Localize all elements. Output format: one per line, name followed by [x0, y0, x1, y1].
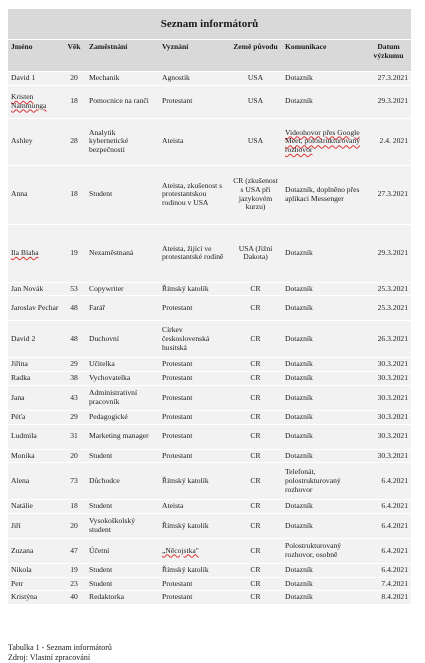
cell-country: CR — [229, 539, 282, 564]
informants-table-wrapper — [8, 8, 411, 605]
cell-communication — [282, 118, 366, 165]
cell-job: Analytik kybernetické bezpečnosti — [86, 118, 159, 165]
cell-name: Natálie — [8, 500, 62, 514]
cell-date: 27.3.2021 — [366, 72, 411, 86]
cell-country: CR — [229, 358, 282, 372]
table-row — [8, 424, 411, 449]
cell-date: 2.4. 2021 — [366, 118, 411, 165]
cell-communication: Dotazník — [282, 85, 366, 118]
cell-job: Marketing manager — [86, 424, 159, 449]
cell-date: 30.3.2021 — [366, 372, 411, 386]
cell-age: 43 — [62, 385, 86, 410]
cell-date: 30.3.2021 — [366, 424, 411, 449]
table-caption: Tabulka 1 - Seznam informátorů — [8, 643, 112, 652]
cell-communication: Dotazník — [282, 410, 366, 424]
cell-communication: Dotazník — [282, 385, 366, 410]
cell-job: Učitelka — [86, 358, 159, 372]
cell-date: 29.3.2021 — [366, 224, 411, 282]
cell-communication: Telefonát, polostrukturovaný rozhovor — [282, 463, 366, 500]
cell-communication: Dotazník — [282, 224, 366, 282]
cell-country: USA — [229, 118, 282, 165]
cell-country: CR — [229, 514, 282, 539]
header-communication: Komunikace — [282, 40, 366, 72]
cell-job: Administrativní pracovník — [86, 385, 159, 410]
spellcheck-mark: Videohovor přes Google Meet, polostrukturovaný rozhovor — [285, 127, 361, 155]
cell-job: Mechanik — [86, 72, 159, 86]
cell-date: 27.3.2021 — [366, 165, 411, 224]
cell-age: 29 — [62, 410, 86, 424]
cell-name: Kristýna — [8, 591, 62, 605]
spellcheck-mark: Ila Blaha — [11, 247, 39, 257]
cell-country: CR — [229, 463, 282, 500]
cell-job: Vysokoškolský student — [86, 514, 159, 539]
cell-name — [8, 85, 62, 118]
informants-table — [8, 8, 411, 605]
cell-communication: Dotazník — [282, 282, 366, 296]
table-row — [8, 165, 411, 224]
table-row — [8, 85, 411, 118]
cell-age: 23 — [62, 577, 86, 591]
cell-age: 28 — [62, 118, 86, 165]
table-row — [8, 564, 411, 578]
cell-date: 25.3.2021 — [366, 282, 411, 296]
cell-job: Student — [86, 577, 159, 591]
header-job: Zaměstnání — [86, 40, 159, 72]
cell-age: 20 — [62, 72, 86, 86]
cell-date: 6.4.2021 — [366, 564, 411, 578]
cell-name: Ashley — [8, 118, 62, 165]
cell-age: 20 — [62, 514, 86, 539]
cell-faith: Protestant — [159, 358, 229, 372]
header-name: Jméno — [8, 40, 62, 72]
cell-name: David 1 — [8, 72, 62, 86]
cell-date: 30.3.2021 — [366, 358, 411, 372]
cell-job: Nezaměstnaná — [86, 224, 159, 282]
cell-name: Alena — [8, 463, 62, 500]
header-country: Země původu — [229, 40, 282, 72]
cell-job: Student — [86, 564, 159, 578]
spellcheck-mark: „Něcojstka" — [162, 545, 199, 555]
cell-date: 30.3.2021 — [366, 385, 411, 410]
cell-communication: Dotazník — [282, 564, 366, 578]
cell-faith: Protestant — [159, 296, 229, 321]
cell-country: USA — [229, 85, 282, 118]
cell-country: CR — [229, 410, 282, 424]
cell-age: 29 — [62, 358, 86, 372]
cell-country: CR — [229, 282, 282, 296]
cell-date: 30.3.2021 — [366, 410, 411, 424]
cell-age: 73 — [62, 463, 86, 500]
cell-faith: Ateista — [159, 500, 229, 514]
table-row — [8, 449, 411, 463]
table-row — [8, 591, 411, 605]
cell-country: CR — [229, 577, 282, 591]
cell-country: CR — [229, 424, 282, 449]
table-row — [8, 463, 411, 500]
cell-faith: Agnostik — [159, 72, 229, 86]
cell-faith: Protestant — [159, 449, 229, 463]
cell-age: 47 — [62, 539, 86, 564]
cell-name: Jiřina — [8, 358, 62, 372]
cell-faith: Protestant — [159, 424, 229, 449]
cell-job: Student — [86, 449, 159, 463]
cell-country: CR (zkušenost s USA při jazykovém kurzu) — [229, 165, 282, 224]
cell-communication: Dotazník — [282, 591, 366, 605]
cell-faith: Římský katolík — [159, 514, 229, 539]
cell-job: Pedagogické — [86, 410, 159, 424]
cell-age: 48 — [62, 296, 86, 321]
cell-job: Copywriter — [86, 282, 159, 296]
cell-faith: Církev československá husitská — [159, 321, 229, 358]
cell-faith: Ateista, žijící ve protestantské rodině — [159, 224, 229, 282]
table-row — [8, 358, 411, 372]
cell-name: Jiří — [8, 514, 62, 539]
cell-name: Petr — [8, 577, 62, 591]
cell-job: Účetní — [86, 539, 159, 564]
cell-country: CR — [229, 296, 282, 321]
cell-name: Anna — [8, 165, 62, 224]
cell-country: CR — [229, 385, 282, 410]
cell-faith: Ateista — [159, 118, 229, 165]
table-row — [8, 321, 411, 358]
cell-communication: Dotazník — [282, 372, 366, 386]
cell-date: 25.3.2021 — [366, 296, 411, 321]
cell-communication: Dotazník — [282, 514, 366, 539]
cell-faith: Protestant — [159, 577, 229, 591]
cell-age: 53 — [62, 282, 86, 296]
cell-name: Radka — [8, 372, 62, 386]
table-row — [8, 577, 411, 591]
table-row — [8, 410, 411, 424]
cell-age: 31 — [62, 424, 86, 449]
cell-age: 18 — [62, 500, 86, 514]
cell-country: CR — [229, 372, 282, 386]
cell-date: 6.4.2021 — [366, 500, 411, 514]
cell-date: 6.4.2021 — [366, 463, 411, 500]
table-title: Seznam informátorů — [8, 9, 411, 40]
cell-job: Vychovatelka — [86, 372, 159, 386]
cell-faith: Římský katolík — [159, 564, 229, 578]
cell-date: 29.3.2021 — [366, 85, 411, 118]
cell-name: Nikola — [8, 564, 62, 578]
cell-communication: Dotazník, doplněno přes aplikaci Messenger — [282, 165, 366, 224]
cell-name: Ludmila — [8, 424, 62, 449]
cell-age: 38 — [62, 372, 86, 386]
cell-communication: Dotazník — [282, 577, 366, 591]
cell-communication: Dotazník — [282, 449, 366, 463]
cell-country: CR — [229, 500, 282, 514]
table-body — [8, 72, 411, 605]
cell-faith: Protestant — [159, 385, 229, 410]
cell-name: Zuzana — [8, 539, 62, 564]
cell-communication: Dotazník — [282, 424, 366, 449]
table-row — [8, 296, 411, 321]
cell-faith — [159, 539, 229, 564]
cell-name: Jan Novák — [8, 282, 62, 296]
cell-age: 20 — [62, 449, 86, 463]
cell-name: Péťa — [8, 410, 62, 424]
cell-communication: Dotazník — [282, 500, 366, 514]
cell-country: CR — [229, 321, 282, 358]
cell-job: Student — [86, 165, 159, 224]
table-row — [8, 514, 411, 539]
cell-name: David 2 — [8, 321, 62, 358]
cell-country: USA — [229, 72, 282, 86]
table-row — [8, 118, 411, 165]
cell-date: 8.4.2021 — [366, 591, 411, 605]
cell-faith: Protestant — [159, 85, 229, 118]
cell-date: 26.3.2021 — [366, 321, 411, 358]
cell-age: 48 — [62, 321, 86, 358]
cell-name: Jana — [8, 385, 62, 410]
cell-date: 6.4.2021 — [366, 514, 411, 539]
cell-age: 40 — [62, 591, 86, 605]
cell-faith: Protestant — [159, 591, 229, 605]
cell-age: 19 — [62, 564, 86, 578]
cell-country: USA (Jižní Dakota) — [229, 224, 282, 282]
cell-communication: Polostrukturovaný rozhovor, osobně — [282, 539, 366, 564]
cell-name: Jaroslav Pechar — [8, 296, 62, 321]
cell-communication: Dotazník — [282, 72, 366, 86]
cell-faith: Protestant — [159, 410, 229, 424]
spellcheck-mark: Kristen Nammunga — [11, 92, 47, 110]
cell-name: Monika — [8, 449, 62, 463]
cell-faith: Římský katolík — [159, 463, 229, 500]
table-row — [8, 372, 411, 386]
cell-country: CR — [229, 564, 282, 578]
cell-age: 18 — [62, 85, 86, 118]
table-row — [8, 224, 411, 282]
table-row — [8, 500, 411, 514]
header-faith: Vyznání — [159, 40, 229, 72]
header-age: Věk — [62, 40, 86, 72]
table-row — [8, 539, 411, 564]
cell-faith: Ateista, zkušenost s protestantskou rodinou v USA — [159, 165, 229, 224]
cell-job: Pomocnice na ranči — [86, 85, 159, 118]
cell-date: 6.4.2021 — [366, 539, 411, 564]
cell-country: CR — [229, 449, 282, 463]
cell-job: Duchovní — [86, 321, 159, 358]
cell-date: 30.3.2021 — [366, 449, 411, 463]
cell-country: CR — [229, 591, 282, 605]
cell-age: 19 — [62, 224, 86, 282]
cell-job: Redaktorka — [86, 591, 159, 605]
table-source: Zdroj: Vlastní zpracování — [8, 652, 91, 662]
cell-communication: Dotazník — [282, 321, 366, 358]
table-row — [8, 385, 411, 410]
cell-age: 18 — [62, 165, 86, 224]
header-date: Datum výzkumu — [366, 40, 411, 72]
cell-job: Student — [86, 500, 159, 514]
cell-job: Farář — [86, 296, 159, 321]
cell-communication: Dotazník — [282, 358, 366, 372]
cell-name — [8, 224, 62, 282]
cell-communication: Dotazník — [282, 296, 366, 321]
cell-faith: Protestant — [159, 372, 229, 386]
cell-faith: Římský katolík — [159, 282, 229, 296]
cell-job: Důchodce — [86, 463, 159, 500]
cell-date: 7.4.2021 — [366, 577, 411, 591]
table-row — [8, 72, 411, 86]
table-row — [8, 282, 411, 296]
table-caption-block — [8, 643, 112, 662]
